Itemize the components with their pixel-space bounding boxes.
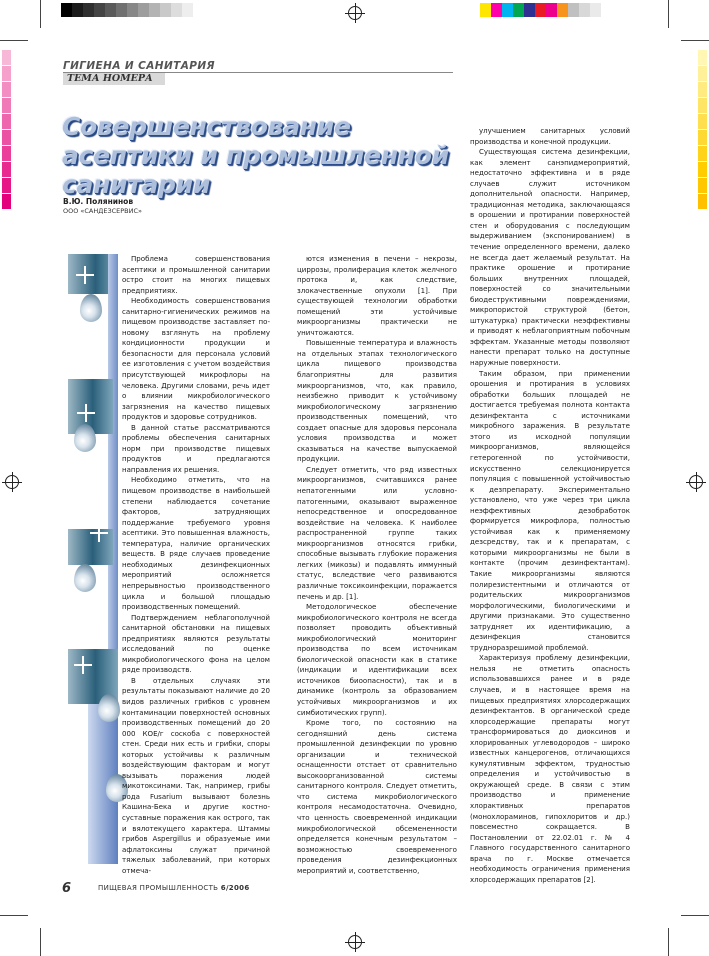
- sparkle-icon: [74, 656, 92, 674]
- paragraph: Кроме того, по состоянию на сегодняшний день система промышленной дезинфекции по уровню организации и технической оснащенности отстает от сравнительно высокоорганизованной системы санитарного контроля. Следует отметить, что система микробиологического контроля несамодостаточна. Очевидно, что ценность своевременной индикации микробиологической обсемененности определяется конечным результатом – возможностью своевременного проведения дезинфекционных мероприятий и, соответственно,: [297, 718, 457, 875]
- crop-mark: [681, 915, 709, 916]
- crop-mark: [40, 928, 41, 956]
- paragraph: Проблема совершенствования асептики и промышленной санитарии остро стоит на многих пищевых предприятиях.: [122, 254, 270, 295]
- paragraph: ются изменения в печени – некрозы, циррозы, пролиферация клеток желчного протока и, как следствие, злокачественные опухоли [1]. При существующей технологии обработки помещений эти устойчивые микроорганизмы практически не уничтожаются.: [297, 254, 457, 337]
- color-swatch: [171, 3, 182, 17]
- journal-footer: [98, 884, 250, 892]
- color-swatch: [2, 66, 11, 82]
- author-organization: ООО «САНДЕЗСЕРВИС»: [63, 207, 143, 215]
- color-swatch: [2, 130, 11, 146]
- sparkle-icon: [90, 524, 108, 542]
- paragraph: Повышенные температура и влажность на отдельных этапах технологического цикла пищевого производства благоприятны для развития микроорганизмов, что, как правило, неизбежно приводит к устойчивому микробиологическому загрязнению производственных помещений, что создает опасные для здоровья персонала условия производства и может сказываться на качестве выпускаемой продукции.: [297, 338, 457, 464]
- color-swatch: [2, 146, 11, 162]
- color-swatch: [698, 66, 707, 82]
- color-swatch: [535, 3, 546, 17]
- color-swatch: [2, 114, 11, 130]
- paragraph: Существующая система дезинфекции, как элемент санэпидмероприятий, недостаточно эффективна и в ряде случаев служит источником дополнительной опасности. Например, традиционная методика, заключающаяся в орошении и протирании поверхностей стен и оборудования с последующим выдерживанием (экспонированием) в течение определенного времени, далеко не всегда дает желаемый результат. На практике орошение и протирание больших внутренних площадей, поверхностей со значительными биодеструктивными повреждениями, микропористой структурой (бетон, штукатурка) практически неэффективны и приводят к неблагоприятным побочным эффектам. Указанные методы позволяют нанести препарат только на доступные наружные поверхности.: [470, 147, 630, 368]
- color-swatch: [138, 3, 149, 17]
- paragraph: В данной статье рассматриваются проблемы обеспечения санитарных норм при производстве пищевых продуктов и предлагаются направления их решения.: [122, 422, 270, 474]
- journal-issue: 6/2006: [220, 884, 250, 892]
- color-swatch: [2, 194, 11, 210]
- print-color-bar-cmyk: [480, 3, 601, 17]
- color-swatch: [524, 3, 535, 17]
- color-swatch: [480, 3, 491, 17]
- article-author: В.Ю. Полянинов: [63, 197, 134, 206]
- color-swatch: [2, 82, 11, 98]
- article-column-2: [297, 254, 457, 876]
- water-drop-icon: [98, 694, 120, 722]
- color-swatch: [513, 3, 524, 17]
- color-swatch: [72, 3, 83, 17]
- print-color-bar-gray: [50, 3, 193, 17]
- paragraph: Таким образом, при применении орошения и протирания в условиях обработки больших площадей не достигается требуемая полнота контакта дезинфектанта с источниками микробного заражения. В результате этого из исходной популяции микроорганизмов, являющейся гетерогенной по устойчивости, искусственно селекционируется популяция с повышенной устойчивостью к дезпрепарату. Экспериментально установлено, что уже через три цикла неэффективных дезобработок формируется микрофлора, полностью устойчивая как к применяемому дезсредству, так и к препаратам, с которыми микроорганизмы не были в контакте (прочим дезинфектантам). Такие микроорганизмы являются полирезистентными и отличаются от родительских микроорганизмов морфологическими, биологическими и другими признаками. Это существенно затрудняет их идентификацию, а дезинфекция становится трудноразрешимой проблемой.: [470, 368, 630, 652]
- decor-stripe: [108, 254, 118, 649]
- color-swatch: [50, 3, 61, 17]
- color-swatch: [698, 194, 707, 210]
- crop-mark: [40, 0, 41, 28]
- color-swatch: [698, 98, 707, 114]
- color-swatch: [568, 3, 579, 17]
- paragraph: Характеризуя проблему дезинфекции, нельзя не отметить опасность использовавшихся ранее и в ряде случаев, и в настоящее время на пищевых предприятиях хлорсодержащих дезинфектантов. В органической среде хлорсодержащие препараты могут трансформироваться до диоксинов и хлорированных углеводородов – широко известных канцерогенов, отличающихся кумулятивным эффектом, трудностью определения и устойчивостью в окружающей среде. В связи с этим производство и применение хлорактивных препаратов (монохлораминов, гипохлоритов и др.) повсеместно сокращается. В Постановлении от 22.02.01 г. № 4 Главного государственного санитарного врача по г. Москве отмечается необходимость ограничения применения хлорсодержащих препаратов [2].: [470, 653, 630, 884]
- paragraph: Необходимость совершенствования санитарно-гигиенических режимов на пищевом производстве заставляет по-новому взглянуть на проблему кондиционности продукции и безопасности для персонала условий ее изготовления с учетом воздействия присутствующей микрофлоры на человека. Другими словами, речь идет о влиянии микробиологического загрязнения на качество пищевых продуктов и здоровье сотрудников.: [122, 296, 270, 422]
- print-color-scale-magenta: [2, 50, 11, 210]
- registration-mark-bottom: [348, 935, 362, 949]
- color-swatch: [546, 3, 557, 17]
- article-title: Совершенствование асептики и промышленной санитарии: [62, 112, 449, 199]
- color-swatch: [502, 3, 513, 17]
- water-drop-icon: [80, 294, 102, 322]
- article-column-3: [470, 126, 630, 885]
- article-column-1: [122, 254, 270, 876]
- paragraph: Методологическое обеспечение микробиологического контроля не всегда позволяет проводить объективный микробиологический мониторинг производства по всем источникам биологической опасности как в статике (индикации и идентификации всех источников биоопасности), так и в динамике (контроль за образованием устойчивых микроорганизмов и их симбиотических групп).: [297, 602, 457, 717]
- sparkle-icon: [77, 404, 95, 422]
- color-swatch: [698, 114, 707, 130]
- color-swatch: [149, 3, 160, 17]
- color-swatch: [579, 3, 590, 17]
- section-label: ГИГИЕНА И САНИТАРИЯ: [63, 60, 216, 72]
- registration-mark-right: [689, 475, 703, 489]
- color-swatch: [590, 3, 601, 17]
- color-swatch: [698, 178, 707, 194]
- paragraph: улучшением санитарных условий производства и конечной продукции.: [470, 126, 630, 146]
- color-swatch: [2, 162, 11, 178]
- crop-mark: [0, 40, 28, 41]
- registration-mark-left: [5, 475, 19, 489]
- color-swatch: [491, 3, 502, 17]
- registration-mark-top: [348, 6, 362, 20]
- water-drop-icon: [74, 424, 96, 452]
- color-swatch: [182, 3, 193, 17]
- paragraph: Подтверждением неблагополучной санитарной обстановки на пищевых предприятиях являются результаты исследований по оценке микробиологического фона на целом ряде производств.: [122, 612, 270, 675]
- crop-mark: [668, 0, 669, 28]
- color-swatch: [2, 98, 11, 114]
- color-swatch: [116, 3, 127, 17]
- color-swatch: [557, 3, 568, 17]
- color-swatch: [83, 3, 94, 17]
- crop-mark: [668, 928, 669, 956]
- color-swatch: [61, 3, 72, 17]
- color-swatch: [698, 130, 707, 146]
- color-swatch: [698, 50, 707, 66]
- decorative-strip: [68, 254, 118, 864]
- page-number: 6: [62, 881, 72, 896]
- color-swatch: [2, 178, 11, 194]
- color-swatch: [105, 3, 116, 17]
- journal-name: ПИЩЕВАЯ ПРОМЫШЛЕННОСТЬ: [98, 884, 219, 892]
- rubric-label: ТЕМА НОМЕРА: [63, 73, 165, 85]
- water-drop-icon: [74, 564, 96, 592]
- paragraph: В отдельных случаях эти результаты показывают наличие до 20 видов различных грибков с уровнем контаминации поверхностей основных производственных помещений до 20 000 КОЕ/г соскоба с поверхностей стен. Среди них есть и грибки, споры которых устойчивы к различным воздействующим факторам и могут вызывать поражения людей микотоксинами. Так, например, грибы рода Fusarium вызывают болезнь Кашина-Бека и другие костно-суставные поражения как острого, так и вялотекущего характера. Штаммы грибов Aspergillus и образуемые ими афлатоксины служат причиной тяжелых заболеваний, при которых отмеча-: [122, 675, 270, 875]
- sparkle-icon: [76, 266, 94, 284]
- paragraph: Следует отметить, что ряд известных микроорганизмов, считавшихся ранее непатогенными или условно-патогенными, оказывают выраженное непосредственное и опосредованное воздействие на человека. К наиболее распространенной группе таких микроорганизмов относятся грибки, способные вызывать глубокие поражения легких (микозы) и подавлять иммунный статус, вследствие чего развиваются различные токсикоинфекции, поражается печень и др. [1].: [297, 464, 457, 601]
- paragraph: Необходимо отметить, что на пищевом производстве в наибольшей степени наблюдается сочетание факторов, затрудняющих поддержание требуемого уровня асептики. Это повышенная влажность, температура, наличие органических веществ. В ряде случаев проведение необходимых дезинфекционных мероприятий осложняется непрерывностью производственного цикла и большой площадью производственных помещений.: [122, 475, 270, 612]
- color-swatch: [160, 3, 171, 17]
- color-swatch: [698, 82, 707, 98]
- crop-mark: [681, 40, 709, 41]
- color-swatch: [94, 3, 105, 17]
- print-color-scale-yellow: [698, 50, 707, 210]
- crop-mark: [0, 915, 28, 916]
- color-swatch: [127, 3, 138, 17]
- color-swatch: [698, 162, 707, 178]
- color-swatch: [2, 50, 11, 66]
- color-swatch: [698, 146, 707, 162]
